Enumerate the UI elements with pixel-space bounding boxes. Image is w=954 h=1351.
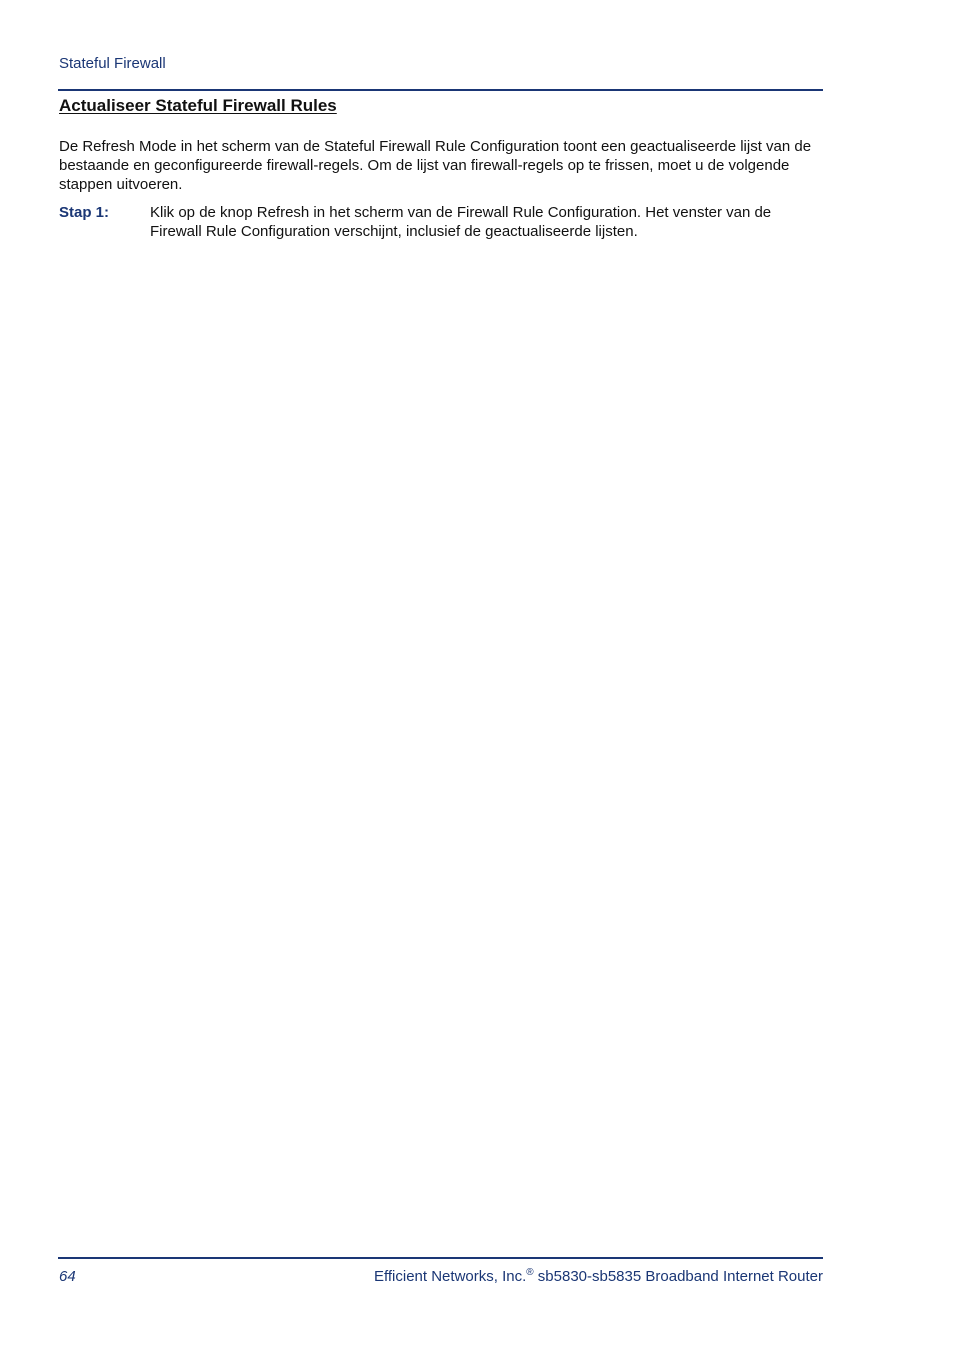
footer-text — [374, 1268, 823, 1285]
step-text: Klik op de knop Refresh in het scherm van de Firewall Rule Configuration. Het venster van de Firewall Rule Configuration verschijnt, inclusief de geactualiseerde lijsten. — [150, 204, 772, 240]
page-number: 64 — [59, 1268, 76, 1285]
registered-mark: ® — [526, 1267, 534, 1278]
running-head: Stateful Firewall — [59, 55, 166, 72]
intro-paragraph: De Refresh Mode in het scherm van de Stateful Firewall Rule Configuration toont een geactualiseerde lijst van de bestaande en geconfigureerde firewall-regels. Om de lijst van firewall-regels op te frissen, moet u de volgende stappen uitvoeren. — [59, 138, 812, 193]
header-rule — [58, 89, 823, 91]
section-title: Actualiseer Stateful Firewall Rules — [59, 96, 337, 115]
footer-company: Efficient Networks, Inc. — [373, 1268, 527, 1285]
footer-rule — [58, 1257, 823, 1259]
footer-product: sb5830-sb5835 Broadband Internet Router — [533, 1268, 823, 1285]
step-label: Stap 1: — [59, 204, 110, 221]
